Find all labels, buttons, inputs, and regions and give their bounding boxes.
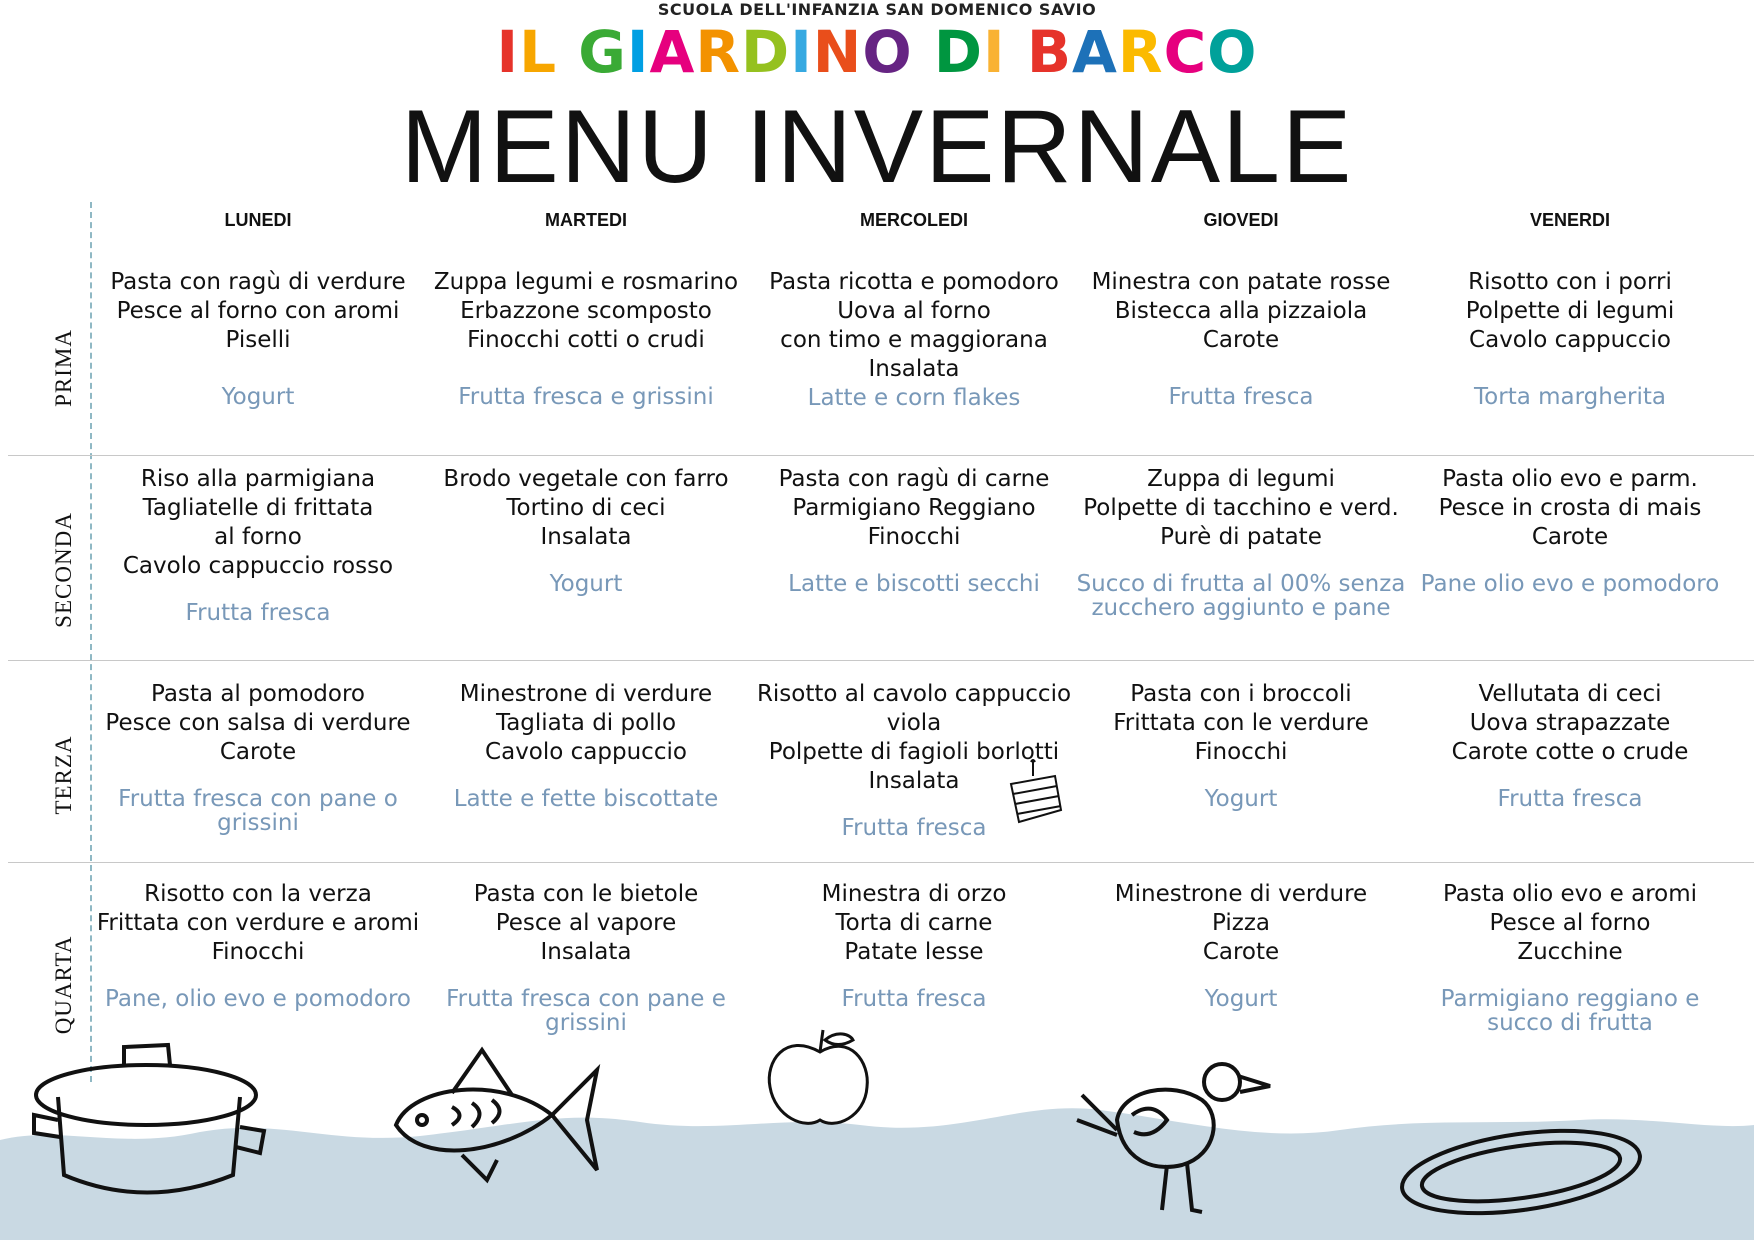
dish: Carote cotte o crude	[1451, 739, 1689, 765]
dish: Insalata	[868, 768, 960, 794]
dish: Pasta con i broccoli	[1130, 681, 1352, 707]
dish: Cavolo cappuccio	[1469, 327, 1671, 353]
dish: Polpette di tacchino e verd.	[1083, 495, 1399, 521]
dish: Riso alla parmigiana	[140, 466, 376, 492]
dish: Uova al forno	[837, 298, 991, 324]
menu-cell	[749, 880, 1079, 1011]
menu-cell	[1076, 680, 1406, 811]
day-header: GIOVEDI	[1203, 210, 1279, 230]
menu-cell	[93, 880, 423, 1011]
dish: Tagliata di pollo	[495, 710, 677, 736]
snack: Frutta fresca	[841, 815, 987, 841]
snack: Frutta fresca con pane e grissini	[446, 986, 726, 1036]
snack: Frutta fresca	[1497, 786, 1643, 812]
dish: Finocchi	[867, 524, 961, 550]
dish: Torta di carne	[835, 910, 993, 936]
menu-cell	[1405, 680, 1735, 811]
row-divider	[8, 660, 1754, 661]
day-header: MERCOLEDI	[860, 210, 968, 230]
snack: Yogurt	[221, 384, 295, 410]
dish: Minestrone di verdure	[459, 681, 713, 707]
dish: Carote	[219, 739, 297, 765]
dish: Erbazzone scomposto	[460, 298, 712, 324]
dish: Pesce in crosta di mais	[1438, 495, 1702, 521]
snack: Pane olio evo e pomodoro	[1420, 571, 1720, 597]
dish: Patate lesse	[844, 939, 984, 965]
week-label: SECONDA	[51, 512, 76, 628]
dish: Risotto al cavolo cappuccio viola	[756, 681, 1072, 736]
dish: Insalata	[540, 524, 632, 550]
pot-drawing	[28, 1035, 268, 1205]
week-label: QUARTA	[51, 935, 76, 1035]
dish: Frittata con verdure e aromi	[96, 910, 420, 936]
dish: Pasta olio evo e aromi	[1442, 881, 1698, 907]
column-divider	[90, 202, 92, 1082]
menu-cell	[421, 880, 751, 1035]
dish: Uova strapazzate	[1469, 710, 1671, 736]
school-name: SCUOLA DELL'INFANZIA SAN DOMENICO SAVIO	[657, 0, 1097, 19]
dish: Frittata con le verdure	[1113, 710, 1369, 736]
dish: Carote	[1202, 327, 1280, 353]
menu-cell	[421, 465, 751, 596]
snack: Frutta fresca	[185, 600, 331, 626]
dish: Insalata	[868, 356, 960, 382]
school-logo: IL GIARDINO DI BARCO	[496, 18, 1258, 86]
dish: Bistecca alla pizzaiola	[1114, 298, 1368, 324]
dish: Carote	[1531, 524, 1609, 550]
dish: Brodo vegetale con farro	[443, 466, 729, 492]
dish: Zucchine	[1517, 939, 1623, 965]
menu-cell	[1076, 268, 1406, 409]
snack: Yogurt	[1204, 786, 1278, 812]
fish-drawing	[392, 1045, 602, 1185]
dish: Pasta al pomodoro	[151, 681, 365, 707]
day-header: LUNEDI	[224, 210, 292, 230]
dish: Risotto con la verza	[144, 881, 372, 907]
snack: Succo di frutta al 00% senza zucchero aggiunto e pane	[1076, 571, 1406, 621]
menu-cell	[1076, 880, 1406, 1011]
dish: Zuppa legumi e rosmarino	[433, 269, 739, 295]
snack: Yogurt	[549, 571, 623, 597]
dish: Pasta con ragù di verdure	[110, 269, 406, 295]
menu-cell	[421, 680, 751, 811]
dish: Insalata	[540, 939, 632, 965]
dish: Pasta ricotta e pomodoro	[769, 269, 1059, 295]
menu-cell	[749, 268, 1079, 410]
day-header: VENERDI	[1529, 210, 1610, 230]
dish: Cavolo cappuccio	[485, 739, 687, 765]
dish: Vellutata di ceci	[1478, 681, 1662, 707]
dish: Tagliatelle di frittata	[142, 495, 374, 521]
snack: Frutta fresca con pane o grissini	[118, 786, 398, 836]
dish: Purè di patate	[1160, 524, 1322, 550]
dish: Pasta olio evo e parm.	[1442, 466, 1698, 492]
week-label: PRIMA	[51, 329, 76, 407]
dish: Carote	[1202, 939, 1280, 965]
snack: Latte e fette biscottate	[453, 786, 719, 812]
bird-drawing	[1072, 1060, 1272, 1220]
dish: Polpette di legumi	[1465, 298, 1675, 324]
menu-cell	[93, 268, 423, 409]
dish: Pesce con salsa di verdure	[105, 710, 411, 736]
snack: Latte e biscotti secchi	[788, 571, 1040, 597]
week-label: TERZA	[51, 735, 76, 815]
snack: Frutta fresca e grissini	[458, 384, 714, 410]
dish: Pesce al forno con aromi	[116, 298, 400, 324]
dish: Finocchi	[211, 939, 305, 965]
dish: al forno	[214, 524, 302, 550]
apple-drawing	[765, 1022, 875, 1132]
dish: Pesce al forno	[1489, 910, 1651, 936]
dish: Zuppa di legumi	[1147, 466, 1335, 492]
menu-cell	[749, 465, 1079, 596]
snack: Parmigiano reggiano e succo di frutta	[1440, 986, 1700, 1036]
menu-cell	[93, 465, 423, 625]
snack: Pane, olio evo e pomodoro	[105, 986, 411, 1012]
dish: Risotto con i porri	[1468, 269, 1672, 295]
dish: Minestra con patate rosse	[1091, 269, 1391, 295]
dish: Pasta con le bietole	[473, 881, 699, 907]
row-divider	[8, 455, 1754, 456]
menu-cell	[93, 680, 423, 835]
snack: Torta margherita	[1474, 384, 1666, 410]
row-divider	[8, 862, 1754, 863]
dish: Pesce al vapore	[495, 910, 677, 936]
snack: Frutta fresca	[1168, 384, 1314, 410]
dish: Pasta con ragù di carne	[778, 466, 1050, 492]
menu-cell	[1405, 268, 1735, 409]
dish: Pizza	[1212, 910, 1270, 936]
dish: Minestrone di verdure	[1114, 881, 1368, 907]
dish: con timo e maggiorana	[780, 327, 1048, 353]
dish: Parmigiano Reggiano	[792, 495, 1036, 521]
snack: Yogurt	[1204, 986, 1278, 1012]
dish: Cavolo cappuccio rosso	[122, 553, 394, 579]
dish: Polpette di fagioli borlotti	[768, 739, 1060, 765]
snack: Latte e corn flakes	[807, 385, 1021, 411]
menu-cell	[1076, 465, 1406, 620]
dish: Piselli	[225, 327, 291, 353]
menu-cell	[421, 268, 751, 409]
tray-drawing	[1396, 1122, 1646, 1222]
dish: Finocchi cotti o crudi	[467, 327, 705, 353]
menu-cell	[1405, 880, 1735, 1035]
cake-icon	[1005, 758, 1065, 828]
dish: Minestra di orzo	[821, 881, 1007, 907]
menu-cell	[1405, 465, 1735, 596]
page-title: MENU INVERNALE	[400, 89, 1354, 205]
dish: Tortino di ceci	[506, 495, 666, 521]
dish: Finocchi	[1194, 739, 1288, 765]
snack: Frutta fresca	[841, 986, 987, 1012]
day-header: MARTEDI	[545, 210, 627, 230]
